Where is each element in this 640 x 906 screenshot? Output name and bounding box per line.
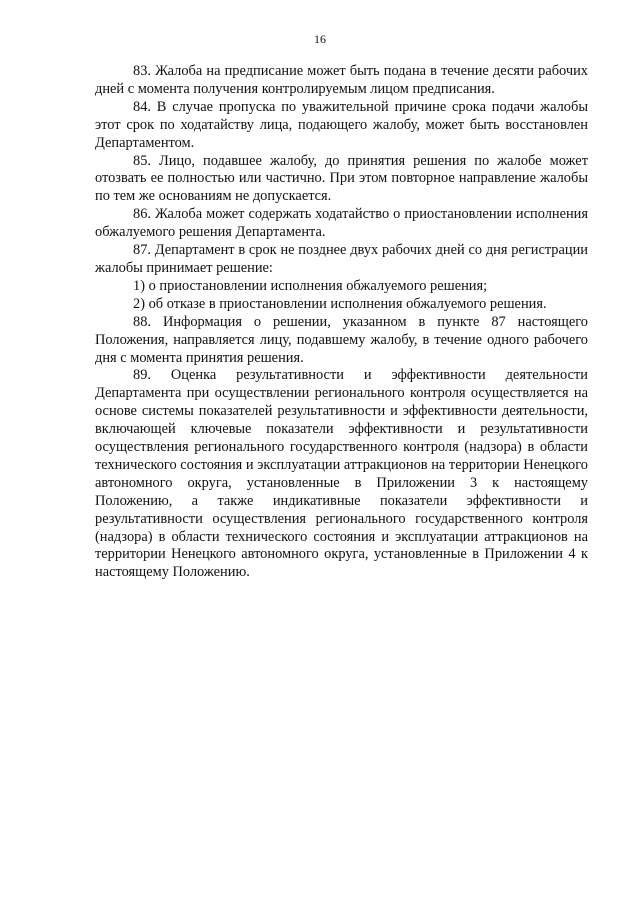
paragraph-84: 84. В случае пропуска по уважительной причине срока подачи жалобы этот срок по ходатайству лица, подающего жалобу, может быть восстановлен Департаментом. (95, 98, 588, 151)
page-number: 16 (314, 32, 326, 46)
paragraph-87: 87. Департамент в срок не позднее двух рабочих дней со дня регистрации жалобы принимает решение: (95, 242, 588, 276)
paragraph-87-item-1: 1) о приостановлении исполнения обжалуемого решения; (133, 277, 488, 294)
paragraph-83: 83. Жалоба на предписание может быть подана в течение десяти рабочих дней с момента получения контролируемым лицом предписания. (95, 63, 588, 97)
paragraph-85: 85. Лицо, подавшее жалобу, до принятия решения по жалобе может отозвать ее полностью или частично. При этом повторное направление жалобы по тем же основаниям не допускается. (95, 152, 588, 205)
paragraph-88: 88. Информация о решении, указанном в пункте 87 настоящего Положения, направляется лицу, подавшему жалобу, в течение одного рабочего дня с момента принятия решения. (95, 313, 588, 366)
paragraph-89: 89. Оценка результативности и эффективности деятельности Департамента при осуществлении регионального контроля осуществляется на основе системы показателей результативности и эффективности деятельности, включающей ключевые показатели эффективности и результативности осуществления регионального государственного контроля (надзора) в области технического состояния и эксплуатации аттракционов на территории Ненецкого автономного округа, установленные в Приложении 3 к настоящему Положению, а также индикативные показатели эффективности и результативности осуществления регионального государственного контроля (надзора) в области технического состояния и эксплуатации аттракционов на территории Ненецкого автономного округа, установленные в Приложении 4 к настоящему Положению. (95, 367, 588, 581)
paragraph-86: 86. Жалоба может содержать ходатайство о приостановлении исполнения обжалуемого решения Департамента. (95, 206, 588, 241)
paragraph-87-item-2: 2) об отказе в приостановлении исполнения обжалуемого решения. (133, 295, 547, 312)
document-body (95, 63, 588, 582)
